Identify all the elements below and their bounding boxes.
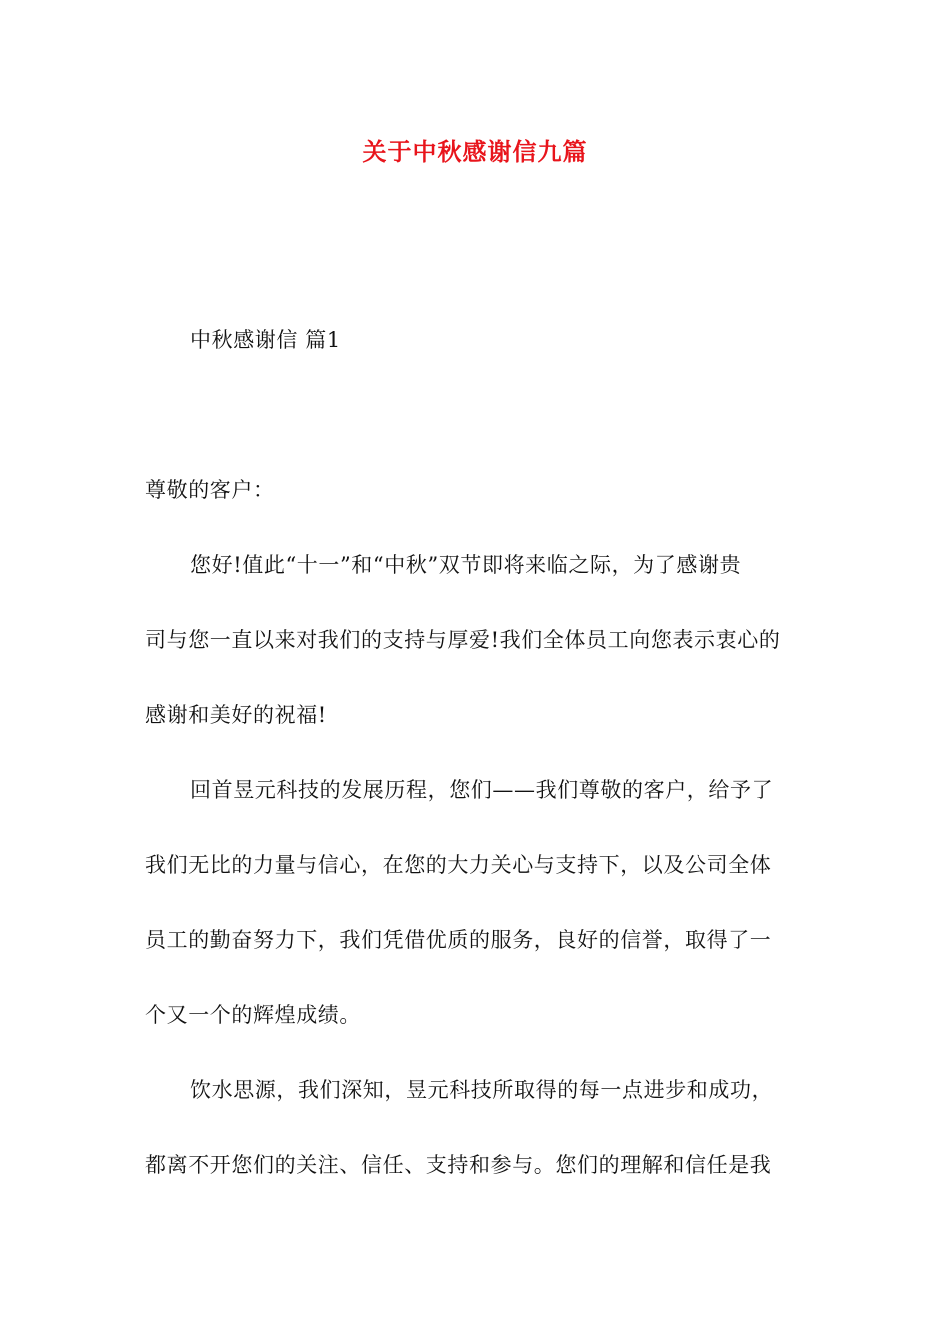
paragraph-1-line-3: 感谢和美好的祝福! bbox=[145, 703, 327, 727]
paragraph-2-line-4: 个又一个的辉煌成绩。 bbox=[145, 1003, 361, 1027]
paragraph-2-line-3: 员工的勤奋努力下，我们凭借优质的服务，良好的信誉，取得了一 bbox=[145, 928, 772, 952]
paragraph-2-line-2: 我们无比的力量与信心，在您的大力关心与支持下，以及公司全体 bbox=[145, 853, 772, 877]
paragraph-1-line-1: 您好!值此“十一”和“中秋”双节即将来临之际，为了感谢贵 bbox=[190, 553, 742, 577]
document-title: 关于中秋感谢信九篇 bbox=[362, 137, 588, 166]
paragraph-2-line-1: 回首昱元科技的发展历程，您们——我们尊敬的客户，给予了 bbox=[190, 778, 774, 802]
paragraph-1-line-2: 司与您一直以来对我们的支持与厚爱!我们全体员工向您表示衷心的 bbox=[145, 628, 781, 652]
paragraph-3-line-2: 都离不开您们的关注、信任、支持和参与。您们的理解和信任是我 bbox=[145, 1153, 772, 1177]
salutation: 尊敬的客户： bbox=[145, 478, 275, 502]
paragraph-3-line-1: 饮水思源，我们深知，昱元科技所取得的每一点进步和成功， bbox=[190, 1078, 774, 1102]
section-heading: 中秋感谢信 篇1 bbox=[190, 328, 341, 352]
